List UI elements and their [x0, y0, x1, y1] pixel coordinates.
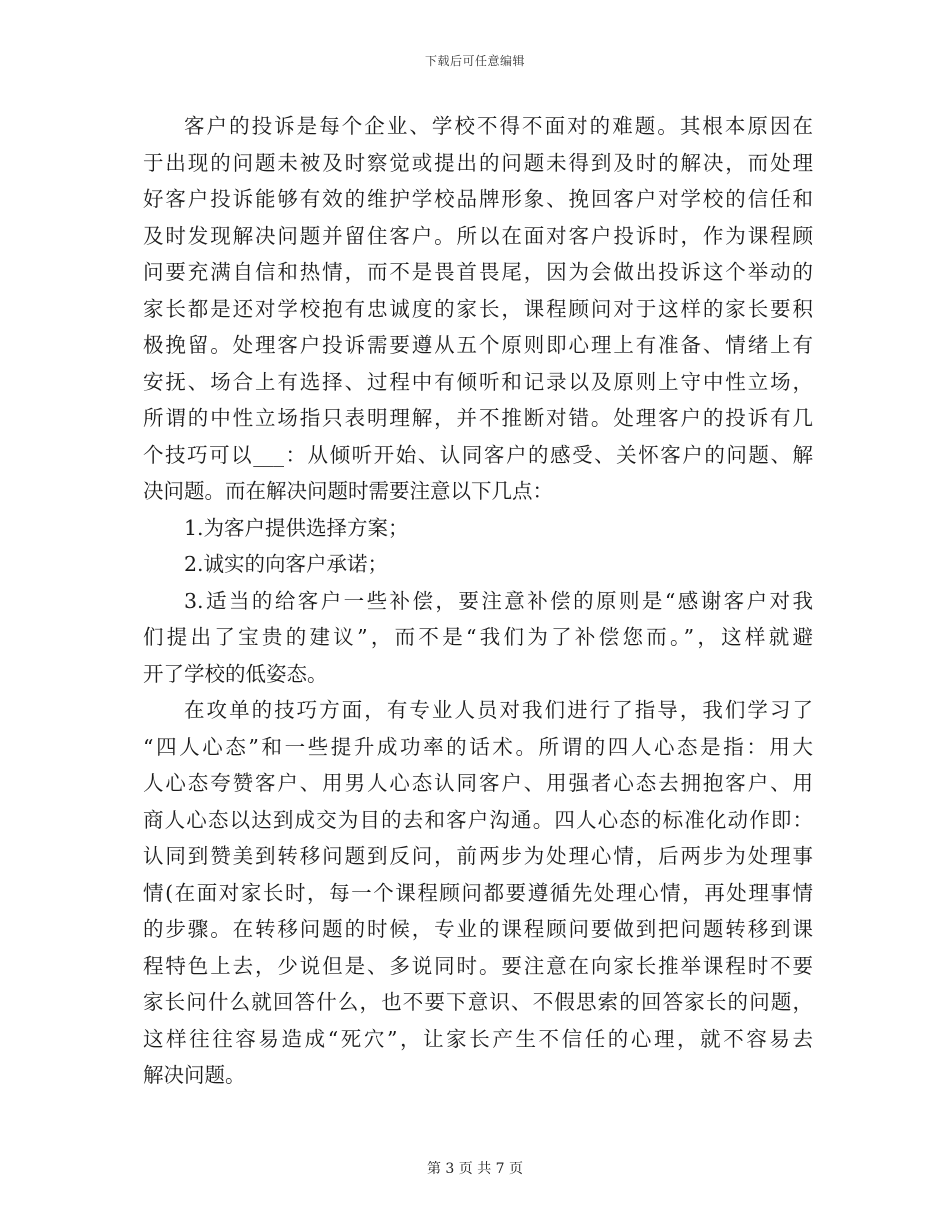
list-item-continuation: 们提出了宝贵的建议”，而不是“我们为了补偿您而。”，这样就避: [143, 625, 813, 649]
text-line: 好客户投诉能够有效的维护学校品牌形象、挽回客户对学校的信任和: [143, 187, 813, 211]
text-line: 的步骤。在转移问题的时候，专业的课程顾问要做到把问题转移到课: [143, 917, 813, 941]
list-item-continuation: 开了学校的低姿态。: [143, 661, 328, 686]
page-header: 下载后可任意编辑: [424, 54, 525, 68]
text-line: 客户的投诉是每个企业、学校不得不面对的难题。其根本原因在: [184, 114, 813, 138]
text-line: 家长都是还对学校抱有忠诚度的家长，课程顾问对于这样的家长要积: [143, 296, 813, 321]
page-number: 第 3 页 共 7 页: [426, 1161, 524, 1177]
text-line: 极挽留。处理客户投诉需要遵从五个原则即心理上有准备、情绪上有: [143, 333, 813, 357]
list-item: 3.适当的给客户一些补偿，要注意补偿的原则是“感谢客户对我: [184, 588, 813, 613]
text-line: “四人心态”和一些提升成功率的话术。所谓的四人心态是指：用大: [143, 734, 813, 759]
document-body: [143, 108, 813, 1094]
paragraph-1: [143, 108, 813, 510]
text-line: 问要充满自信和热情，而不是畏首畏尾，因为会做出投诉这个举动的: [143, 260, 813, 284]
text-line: 个技巧可以___：从倾听开始、认同客户的感受、关怀客户的问题、解: [143, 442, 813, 467]
text-line: 这样往往容易造成“死穴”，让家长产生不信任的心理，就不容易去: [143, 1026, 813, 1051]
text-line: 决问题。而在解决问题时需要注意以下几点：: [143, 479, 553, 503]
text-line: 商人心态以达到成交为目的去和客户沟通。四人心态的标准化动作即：: [143, 807, 813, 832]
text-line: 家长问什么就回答什么，也不要下意识、不假思索的回答家长的问题，: [143, 990, 813, 1014]
text-line: 解决问题。: [143, 1063, 246, 1087]
text-line: 在攻单的技巧方面，有专业人员对我们进行了指导，我们学习了: [184, 698, 813, 722]
text-line: 程特色上去，少说但是、多说同时。要注意在向家长推举课程时不要: [143, 953, 813, 978]
text-line: 安抚、场合上有选择、过程中有倾听和记录以及原则上守中性立场，: [143, 369, 813, 394]
list-item: 1.为客户提供选择方案；: [184, 515, 409, 540]
text-line: 情(在面对家长时，每一个课程顾问都要遵循先处理心情，再处理事情: [143, 880, 813, 905]
text-line: 认同到赞美到转移问题到反问，前两步为处理心情，后两步为处理事: [143, 844, 813, 868]
text-line: 人心态夸赞客户、用男人心态认同客户、用强者心态去拥抱客户、用: [143, 771, 813, 795]
numbered-list: [143, 510, 813, 693]
text-line: 及时发现解决问题并留住客户。所以在面对客户投诉时，作为课程顾: [143, 223, 813, 248]
text-line: 所谓的中性立场指只表明理解，并不推断对错。处理客户的投诉有几: [143, 406, 813, 430]
list-item: 2.诚实的向客户承诺；: [184, 552, 389, 576]
text-line: 于出现的问题未被及时察觉或提出的问题未得到及时的解决，而处理: [143, 150, 813, 175]
paragraph-2: [143, 692, 813, 1094]
